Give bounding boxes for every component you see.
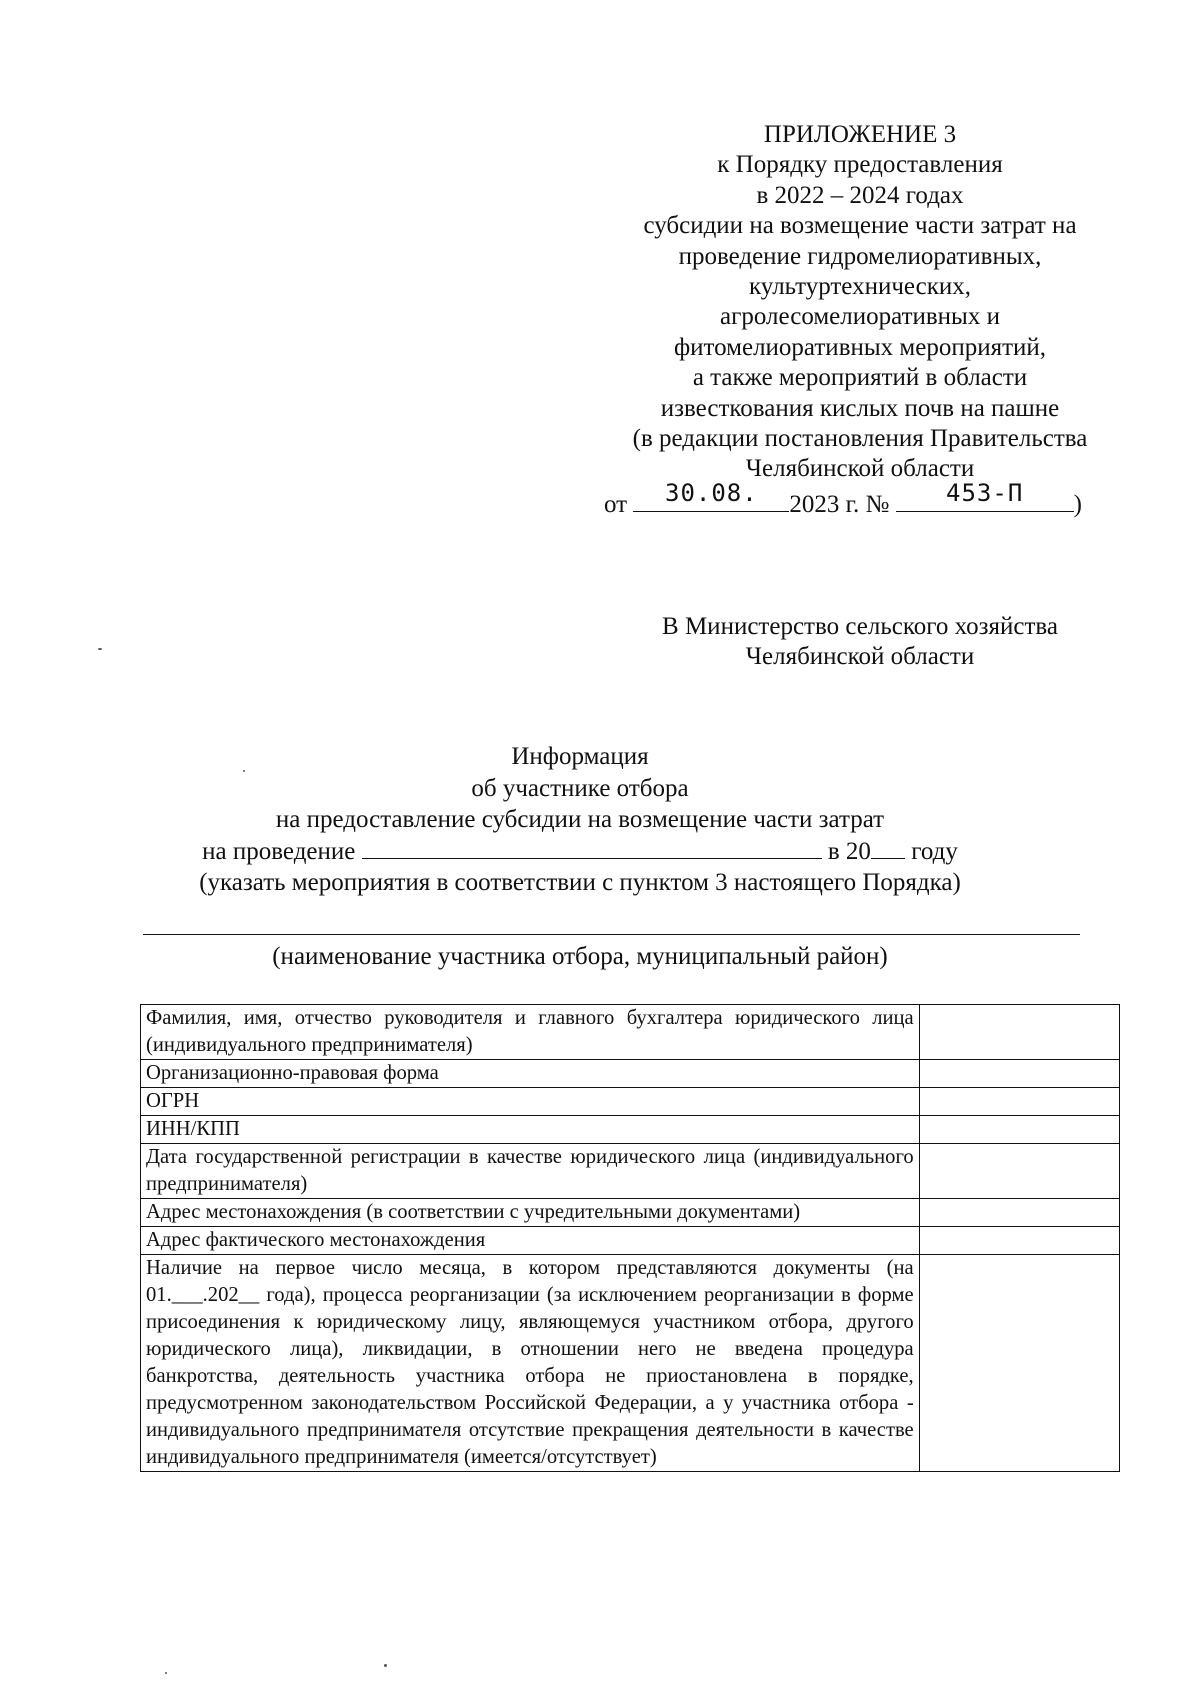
row-value-cell bbox=[919, 1088, 1119, 1116]
decree-number-field bbox=[896, 479, 1074, 512]
row-label: Адрес местонахождения (в соответствии с учредительными документами) bbox=[141, 1199, 920, 1227]
appendix-line: а также мероприятий в области bbox=[692, 364, 1028, 392]
row-value-cell bbox=[919, 1199, 1119, 1227]
decree-year-text: 2023 г. № bbox=[789, 490, 890, 518]
row-label: ИНН/КПП bbox=[141, 1116, 920, 1144]
table-row bbox=[141, 1199, 1120, 1227]
decree-number-handwritten: 453-П bbox=[946, 479, 1024, 508]
scan-speck bbox=[384, 1664, 387, 1667]
appendix-line: известкования кислых почв на пашне bbox=[660, 394, 1060, 422]
table-row bbox=[141, 1060, 1120, 1088]
event-blank-field bbox=[362, 836, 822, 859]
event-year-suffix: году bbox=[911, 837, 958, 865]
row-label: Наличие на первое число месяца, в котором представляются документы (на 01.___.202__ года), процесса реорганизации (за исключением реорганизации в форме присоединения к юридическому лицу, являющемуся участником отбора, другого юридического лица), ликвидации, в отношении него не введена процедура банкротства, деятельность участника отбора не приостановлена в порядке, предусмотренном законодательством Российской Федерации, а у участника отбора - индивидуального предпринимателя отсутствие прекращения деятельности в качестве индивидуального предпринимателя (имеется/отсутствует) bbox=[141, 1255, 920, 1472]
row-label: Фамилия, имя, отчество руководителя и главного бухгалтера юридического лица (индивидуального предпринимателя) bbox=[141, 1005, 920, 1060]
row-label: Организационно-правовая форма bbox=[141, 1060, 920, 1088]
row-label: ОГРН bbox=[141, 1088, 920, 1116]
decree-date-handwritten: 30.08. bbox=[665, 479, 758, 508]
participant-info-table bbox=[140, 1004, 1120, 1472]
participant-name-caption: (наименование участника отбора, муниципальный район) bbox=[272, 943, 888, 970]
event-prefix: на проведение bbox=[202, 837, 356, 865]
document-title: Информация bbox=[511, 743, 649, 770]
event-line bbox=[130, 836, 1030, 868]
table-row bbox=[141, 1144, 1120, 1199]
appendix-line: в 2022 – 2024 годах bbox=[756, 181, 964, 209]
decree-date-field bbox=[633, 479, 789, 512]
appendix-title: ПРИЛОЖЕНИЕ 3 bbox=[763, 121, 957, 148]
appendix-line: культуртехнических, bbox=[749, 273, 971, 301]
event-instruction: (указать мероприятия в соответствии с пунктом 3 настоящего Порядка) bbox=[199, 869, 961, 896]
appendix-line: проведение гидромелиоративных, bbox=[678, 242, 1042, 270]
appendix-header bbox=[580, 120, 1140, 520]
decree-date-number-line bbox=[580, 479, 1140, 520]
table-row bbox=[141, 1255, 1120, 1472]
scan-speck bbox=[243, 770, 245, 772]
row-value-cell bbox=[919, 1255, 1119, 1472]
row-label: Дата государственной регистрации в качестве юридического лица (индивидуального предпринимателя) bbox=[141, 1144, 920, 1199]
scan-speck bbox=[98, 648, 102, 650]
addressee-line: В Министерство сельского хозяйства bbox=[662, 613, 1058, 640]
decree-suffix: ) bbox=[1073, 490, 1082, 518]
table-row bbox=[141, 1116, 1120, 1144]
participant-name-line bbox=[143, 934, 1080, 935]
addressee-line: Челябинской области bbox=[745, 643, 975, 670]
document-subtitle: об участнике отбора bbox=[471, 774, 689, 802]
appendix-line: агролесомелиоративных и bbox=[720, 303, 1000, 331]
scan-speck bbox=[165, 1672, 167, 1674]
row-value-cell bbox=[919, 1144, 1119, 1199]
event-year-prefix: в 20 bbox=[827, 837, 871, 865]
row-label: Адрес фактического местонахождения bbox=[141, 1227, 920, 1255]
table-row bbox=[141, 1005, 1120, 1060]
row-value-cell bbox=[919, 1116, 1119, 1144]
decree-prefix: от bbox=[604, 490, 628, 518]
appendix-line: фитомелиоративных мероприятий, bbox=[673, 333, 1047, 361]
row-value-cell bbox=[919, 1005, 1119, 1060]
addressee-block bbox=[600, 612, 1120, 672]
row-value-cell bbox=[919, 1060, 1119, 1088]
table-row bbox=[141, 1227, 1120, 1255]
document-subtitle: на предоставление субсидии на возмещение части затрат bbox=[275, 806, 885, 833]
appendix-line: к Порядку предоставления bbox=[717, 151, 1003, 179]
appendix-line: субсидии на возмещение части затрат на bbox=[643, 212, 1077, 240]
document-title-block bbox=[130, 741, 1030, 899]
table-row bbox=[141, 1088, 1120, 1116]
year-blank-field bbox=[871, 836, 905, 859]
appendix-line: Челябинской области bbox=[745, 455, 975, 483]
appendix-line: (в редакции постановления Правительства bbox=[632, 425, 1088, 453]
row-value-cell bbox=[919, 1227, 1119, 1255]
